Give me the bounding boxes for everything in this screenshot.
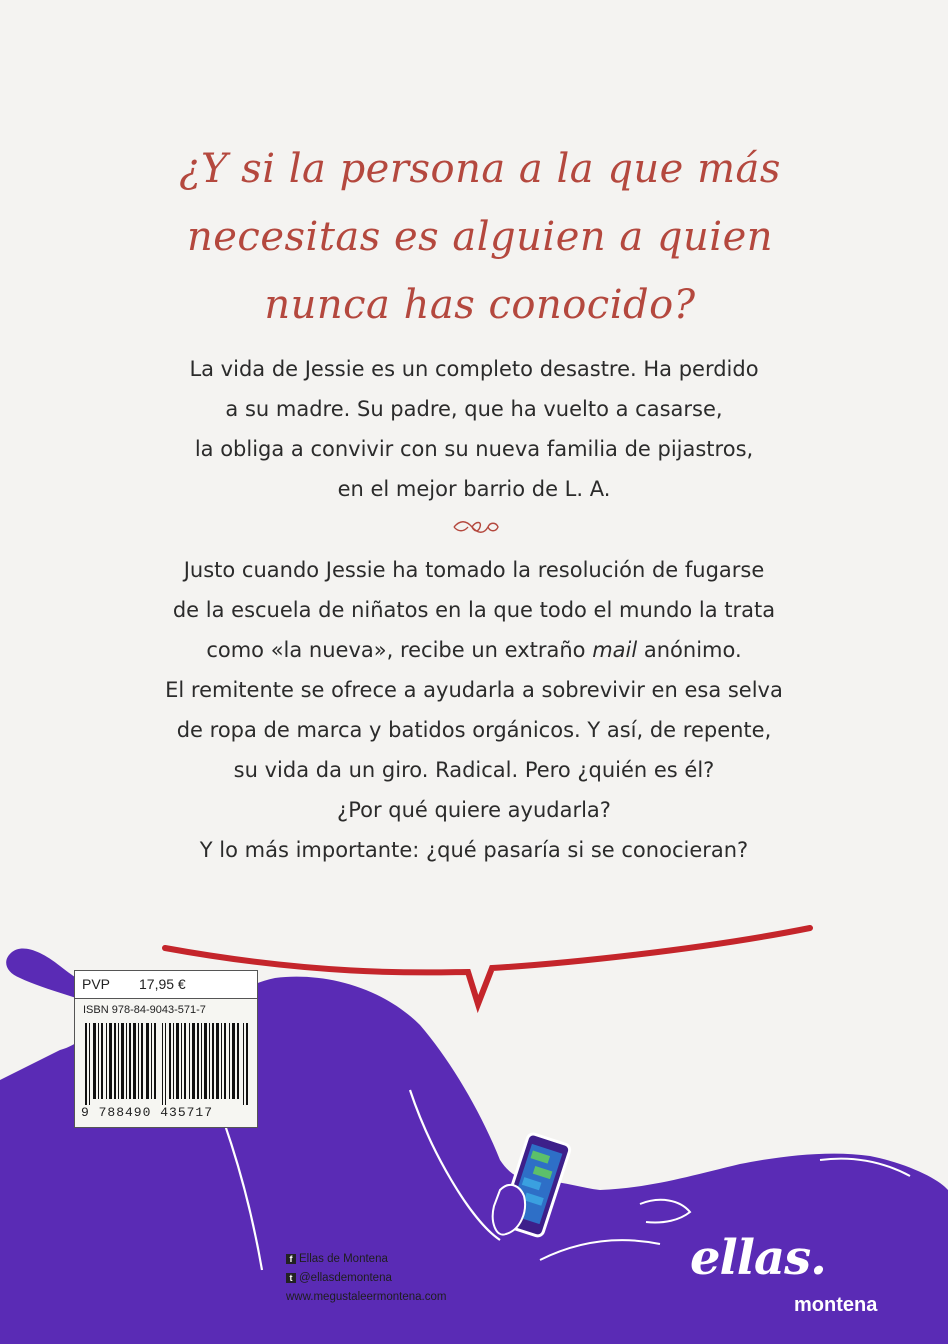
barcode-block — [74, 970, 258, 1128]
price-value: 17,95 € — [139, 976, 186, 992]
tagline-line: necesitas es alguien a quien — [186, 214, 773, 260]
barcode-number: 9 788490 435717 — [81, 1105, 214, 1120]
synopsis-line: su vida da un giro. Radical. Pero ¿quién es él? — [233, 758, 715, 782]
website-link[interactable]: www.megustaleermontena.com — [286, 1290, 447, 1303]
price-row — [75, 971, 257, 999]
publisher-logo — [690, 1230, 890, 1330]
synopsis-text: anónimo. — [637, 638, 742, 662]
synopsis-line: La vida de Jessie es un completo desastre. Ha perdido — [189, 357, 759, 381]
logo-publisher: montena — [794, 1294, 878, 1316]
synopsis-line: Y lo más importante: ¿qué pasaría si se conocieran? — [199, 838, 749, 862]
synopsis-line: ¿Por qué quiere ayudarla? — [337, 798, 611, 822]
isbn-text: ISBN 978-84-9043-571-7 — [83, 1004, 206, 1016]
synopsis-line: de la escuela de niñatos en la que todo el mundo la trata — [172, 598, 776, 622]
synopsis-line: de ropa de marca y batidos orgánicos. Y así, de repente, — [176, 718, 772, 742]
tagline-line: nunca has conocido? — [264, 282, 696, 328]
synopsis-line: El remitente se ofrece a ayudarla a sobrevivir en esa selva — [165, 678, 783, 702]
synopsis-text: como «la nueva», recibe un extraño — [206, 638, 593, 662]
logo-brand: ellas. — [690, 1230, 826, 1286]
synopsis-line: a su madre. Su padre, que ha vuelto a casarse, — [225, 397, 723, 421]
synopsis-line: la obliga a convivir con su nueva familia de pijastros, — [194, 437, 754, 461]
website-row[interactable] — [286, 1287, 446, 1306]
facebook-row[interactable] — [286, 1249, 446, 1268]
synopsis-italic: mail — [592, 638, 638, 662]
tagline-line: ¿Y si la persona a la que más — [179, 146, 781, 192]
twitter-row[interactable] — [286, 1268, 446, 1287]
barcode-icon — [85, 1023, 249, 1105]
synopsis-line: en el mejor barrio de L. A. — [337, 477, 611, 501]
price-label: PVP — [82, 976, 111, 992]
twitter-icon: t — [286, 1273, 296, 1283]
facebook-handle[interactable]: Ellas de Montena — [299, 1252, 388, 1265]
synopsis-line: Justo cuando Jessie ha tomado la resolución de fugarse — [183, 558, 765, 582]
social-links — [286, 1249, 446, 1306]
twitter-handle[interactable]: @ellasdemontena — [299, 1271, 392, 1284]
facebook-icon: f — [286, 1254, 296, 1264]
